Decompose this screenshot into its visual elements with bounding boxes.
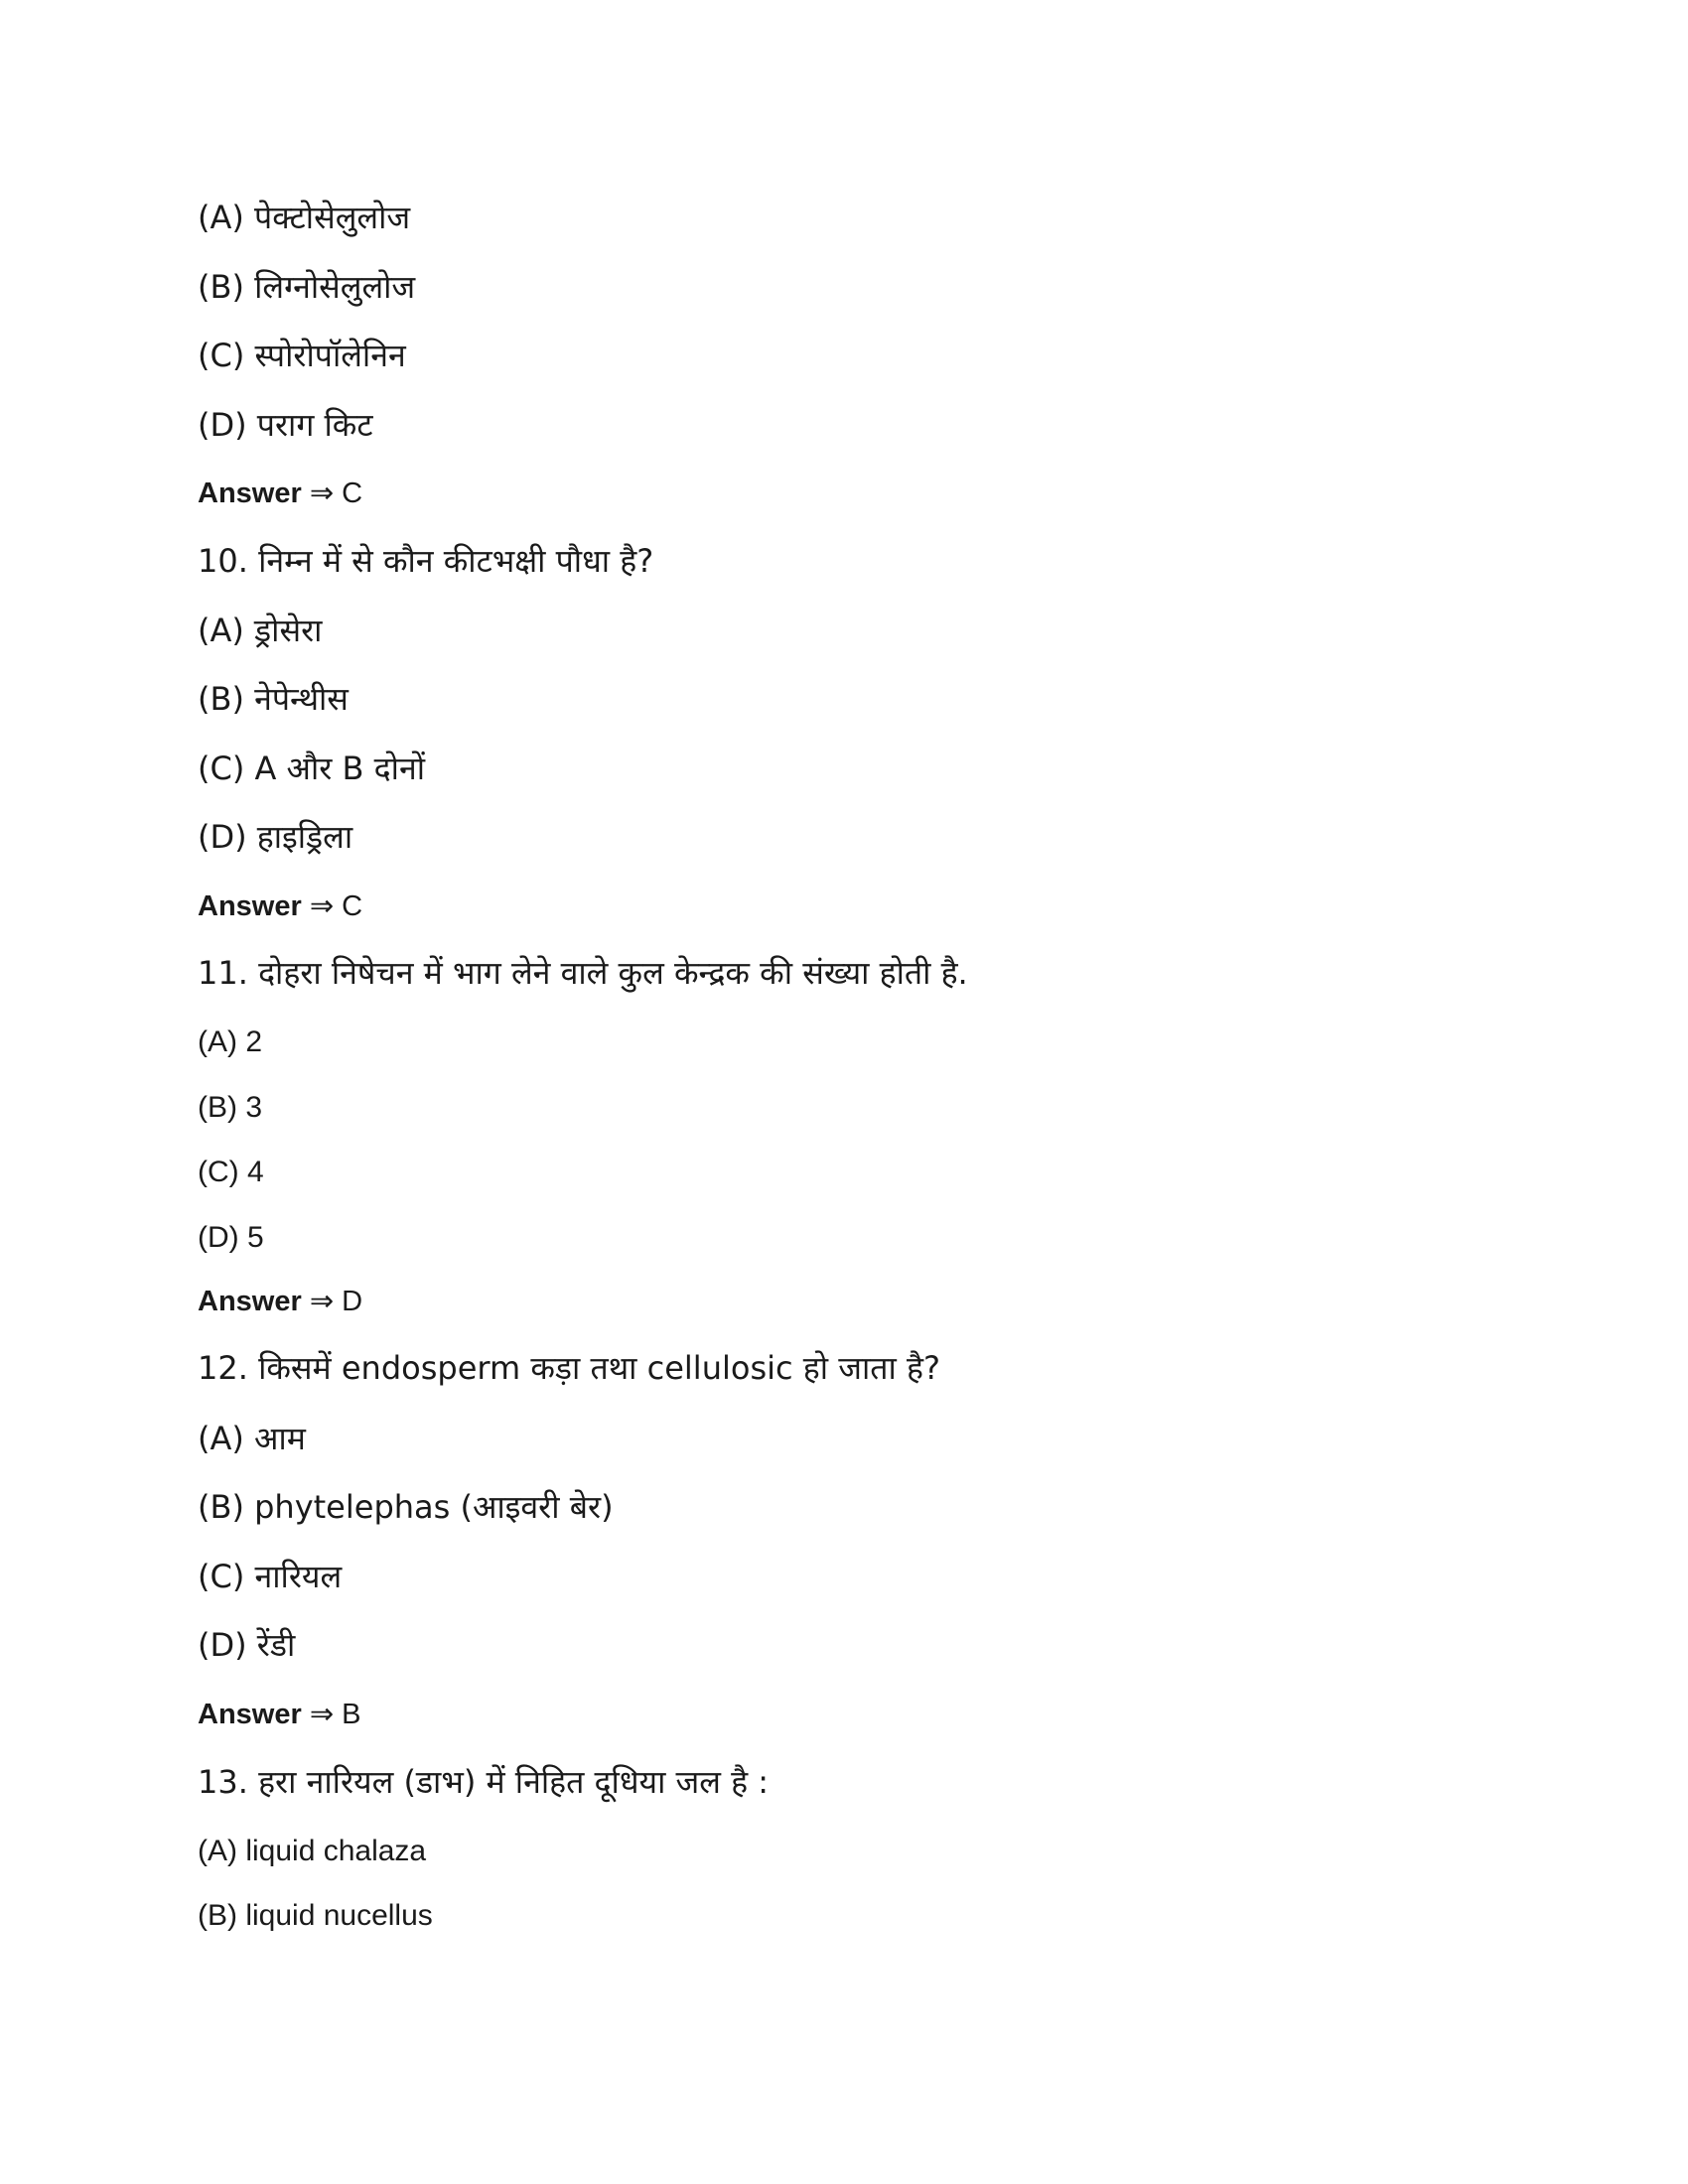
q11-answer bbox=[198, 1285, 362, 1319]
q10-option-d: (D) हाइड्रिला bbox=[198, 818, 353, 856]
q12-option-b: (B) phytelephas (आइवरी बेर) bbox=[198, 1488, 614, 1526]
answer-value: ⇒ C bbox=[309, 890, 363, 922]
q10-option-c: (C) A और B दोनों bbox=[198, 750, 425, 787]
q9-answer bbox=[198, 477, 362, 511]
answer-label: Answer bbox=[198, 1286, 302, 1317]
q10-option-a: (A) ड्रोसेरा bbox=[198, 612, 323, 649]
answer-label: Answer bbox=[198, 478, 302, 509]
q12-question: 12. किसमें endosperm कड़ा तथा cellulosic हो जाता है? bbox=[198, 1349, 940, 1387]
q11-option-d: (D) 5 bbox=[198, 1221, 264, 1254]
q10-question: 10. निम्न में से कौन कीटभक्षी पौधा है? bbox=[198, 542, 654, 580]
q11-option-a: (A) 2 bbox=[198, 1025, 263, 1058]
answer-value: ⇒ C bbox=[309, 478, 363, 509]
q9-option-b: (B) लिग्नोसेलुलोज bbox=[198, 268, 416, 306]
answer-value: ⇒ B bbox=[309, 1699, 361, 1730]
q9-option-a: (A) पेक्टोसेलुलोज bbox=[198, 199, 411, 236]
q11-question: 11. दोहरा निषेचन में भाग लेने वाले कुल केन्द्रक की संख्या होती है. bbox=[198, 954, 968, 992]
q9-option-d: (D) पराग किट bbox=[198, 406, 373, 444]
q10-answer bbox=[198, 889, 362, 924]
q12-option-a: (A) आम bbox=[198, 1420, 306, 1457]
q13-option-b: (B) liquid nucellus bbox=[198, 1899, 433, 1932]
q11-option-c: (C) 4 bbox=[198, 1156, 264, 1188]
q12-answer bbox=[198, 1698, 361, 1732]
q11-option-b: (B) 3 bbox=[198, 1091, 263, 1124]
q10-option-b: (B) नेपेन्थीस bbox=[198, 680, 349, 718]
q12-option-d: (D) रेंडी bbox=[198, 1626, 296, 1664]
answer-value: ⇒ D bbox=[309, 1286, 363, 1317]
answer-label: Answer bbox=[198, 1699, 302, 1730]
answer-label: Answer bbox=[198, 890, 302, 922]
q13-option-a: (A) liquid chalaza bbox=[198, 1835, 427, 1867]
q9-option-c: (C) स्पोरोपॉलेनिन bbox=[198, 337, 406, 374]
q12-option-c: (C) नारियल bbox=[198, 1558, 343, 1595]
q13-question: 13. हरा नारियल (डाभ) में निहित दूधिया जल है : bbox=[198, 1763, 770, 1801]
